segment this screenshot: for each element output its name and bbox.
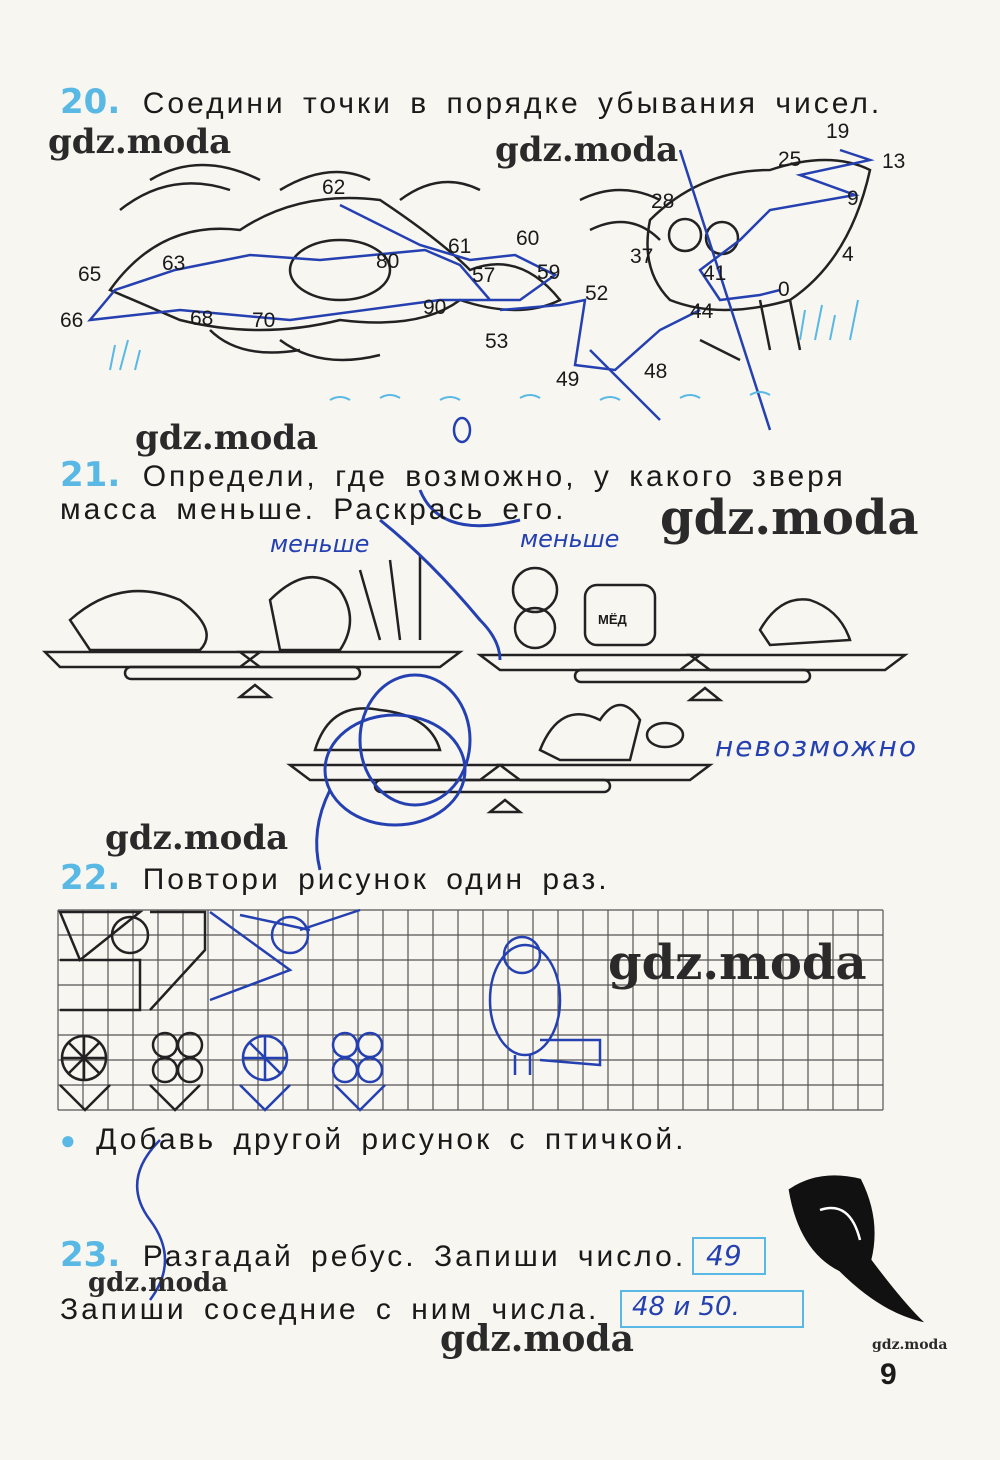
task-instruction: Разгадай ребус. Запиши число. (142, 1240, 687, 1273)
watermark: gdz.moda (608, 935, 867, 991)
page-number: 9 (880, 1358, 897, 1391)
task-number: 21. (60, 455, 121, 495)
task-21-header (60, 455, 846, 495)
dot-label: 60 (516, 227, 540, 250)
dot-label: 61 (448, 235, 472, 258)
honey-jar-label: МЁД (598, 612, 627, 627)
dot-label: 48 (644, 360, 668, 383)
task-instruction: Определи, где возможно, у какого зверя (142, 460, 846, 493)
dot-label: 90 (423, 296, 447, 319)
dots-connect-lines (90, 150, 870, 442)
dot-label: 28 (651, 190, 675, 213)
dot-label: 25 (778, 148, 802, 171)
watermark: gdz.moda (88, 1268, 229, 1298)
dot-label: 53 (485, 330, 509, 353)
dot-label: 80 (376, 250, 400, 273)
handwritten-smaller-1: меньше (270, 530, 370, 558)
task-20-header (60, 82, 882, 122)
scales-2 (480, 568, 905, 700)
dot-label: 13 (882, 150, 906, 173)
dot-label: 68 (190, 307, 214, 330)
task-number: 23. (60, 1235, 121, 1275)
dot-label: 66 (60, 309, 84, 332)
dot-label: 41 (703, 262, 727, 285)
task-number: 22. (60, 858, 121, 898)
dot-label: 70 (252, 309, 276, 332)
dot-label: 65 (78, 263, 102, 286)
dot-label: 19 (826, 120, 850, 143)
dot-label: 9 (847, 187, 859, 210)
dot-label: 52 (585, 282, 609, 305)
task-22-header (60, 858, 610, 898)
watermark: gdz.moda (105, 818, 289, 858)
bonus-task (60, 1123, 687, 1157)
dot-label: 59 (537, 261, 561, 284)
watermark-small: gdz.moda (872, 1337, 948, 1353)
handwritten-smaller-2: меньше (520, 525, 620, 553)
dot-label: 49 (556, 368, 580, 391)
scales-3 (290, 705, 710, 812)
watermark: gdz.moda (48, 122, 232, 162)
task-instruction-cont: масса меньше. Раскрась его. (60, 493, 567, 526)
dot-label: 63 (162, 252, 186, 275)
answer-box-number[interactable] (692, 1237, 766, 1275)
bird-drawing-right (580, 160, 870, 360)
magpie-drawing (790, 1177, 920, 1320)
dot-label: 62 (322, 176, 346, 199)
answer-box-neighbors[interactable] (620, 1290, 804, 1328)
scales-1 (45, 555, 460, 697)
handwritten-impossible: невозможно (715, 730, 918, 763)
dot-label: 57 (472, 264, 496, 287)
watermark: gdz.moda (440, 1318, 634, 1360)
task-instruction-cont: Запиши соседние с ним числа. (60, 1293, 600, 1326)
bonus-text: Добавь другой рисунок с птичкой. (96, 1123, 687, 1156)
answer-neighbors: 48 и 50. (632, 1292, 740, 1322)
watermark: gdz.moda (495, 130, 679, 170)
watermark: gdz.moda (660, 490, 919, 546)
task-number: 20. (60, 82, 121, 122)
watermark: gdz.moda (135, 418, 319, 458)
dot-label: 0 (778, 278, 790, 301)
answer-number: 49 (706, 1239, 742, 1272)
dot-label: 4 (842, 243, 854, 266)
dot-label: 44 (690, 300, 714, 323)
dot-label: 37 (630, 245, 654, 268)
task-instruction: Повтори рисунок один раз. (142, 863, 610, 896)
bullet-icon: ● (60, 1125, 79, 1155)
task-instruction: Соедини точки в порядке убывания чисел. (142, 87, 883, 120)
